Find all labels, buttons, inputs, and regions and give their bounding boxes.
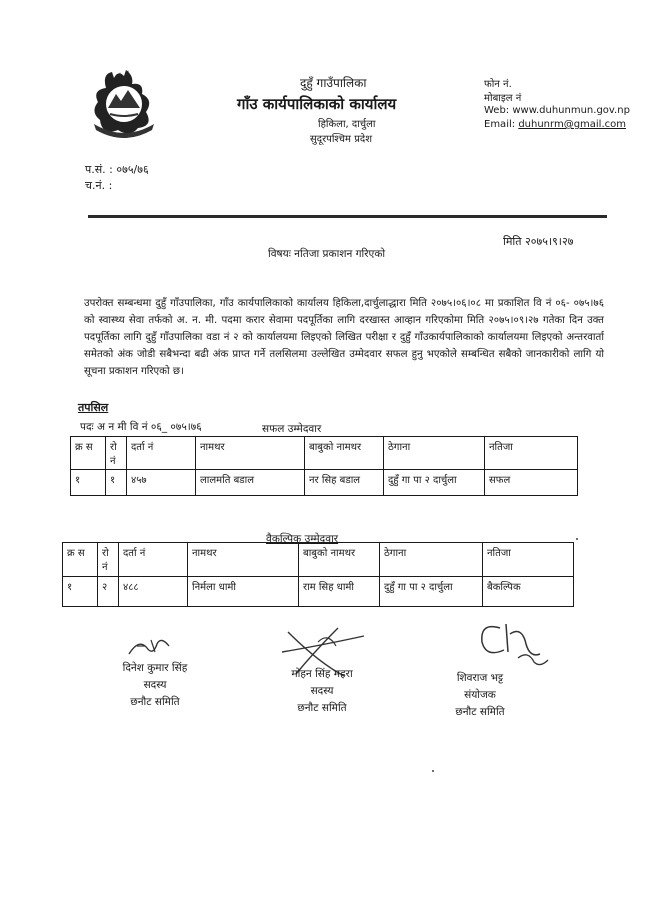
header-cell: दर्ता नं xyxy=(119,543,188,577)
table-row xyxy=(71,470,578,496)
scan-speck xyxy=(576,538,578,540)
table-cell: दुहुँ गा पा २ दार्चुला xyxy=(380,577,483,607)
office-name: गाँउ कार्यपालिकाको कार्यालय xyxy=(237,95,397,113)
table-cell: २ xyxy=(98,577,119,607)
scan-speck xyxy=(432,770,434,772)
header-cell: क्र स xyxy=(63,543,98,577)
tapsil-heading: तपसिल xyxy=(78,401,109,414)
header-cell: नामथर xyxy=(196,437,305,470)
letter-body: उपरोक्त सम्बन्धमा दुहुँ गाँउपालिका, गाँउ कार्यपालिकाको कार्यालय हिकिला,दार्चुलाद्धारा मिति २०७५।०६।०८ मा प्रकाशित वि नं ०६- ०७५।७६ को स्वास्थ्य सेवा तर्फको अ. न. मी. पदमा करार सेवामा पदपूर्तिका लागि दरखास्त आव्हान गरिएकोमा मिति २०७५।०९।२७ गतेका दिन उक्त पदपूर्तिका लागि दुहुँ गाँउपालिका वडा नं २ को कार्यालयमा लिइएको लिखित परीक्षा र दुहुँ गाँउकार्यपालिकाको कार्यालयमा लिइएको अन्तरवार्ता समेतको अंक जोडी सबैभन्दा बढी अंक प्राप्त गर्ने तलसिलमा उल्लेखित उम्मेदवार सफल हुनु भएकोले सम्बन्धित सबैको जानकारीको लागि यो सूचना प्रकाशन गरिएको छ। xyxy=(84,298,604,377)
header-cell: ठेगाना xyxy=(384,437,485,470)
header-cell: बाबुको नामथर xyxy=(305,437,384,470)
table-cell: १ xyxy=(106,470,127,496)
header-divider xyxy=(88,215,607,218)
table-header-row xyxy=(71,437,578,470)
nepal-emblem-logo xyxy=(88,66,160,140)
table-cell: ४८८ xyxy=(119,577,188,607)
post-details: पदः अ न मी वि नं ०६_ ०७५।७६ xyxy=(80,421,202,433)
signatory-1 xyxy=(105,660,205,711)
header-cell: रो नं xyxy=(106,437,127,470)
signature-3 xyxy=(470,614,554,670)
table-cell: १ xyxy=(63,577,98,607)
signatory-2 xyxy=(272,666,372,717)
letter-subject: विषयः नतिजा प्रकाशन गरिएको xyxy=(268,248,386,260)
patra-sankhya: प.सं. : ०७५/७६ xyxy=(85,163,149,176)
header-cell: रो नं xyxy=(98,543,119,577)
header-cell: नतिजा xyxy=(483,543,574,577)
table-row xyxy=(63,577,574,607)
letter-date: मिति २०७५।९।२७ xyxy=(503,235,574,248)
table-cell: ४५७ xyxy=(127,470,196,496)
success-candidate-title: सफल उम्मेदवार xyxy=(262,423,322,435)
phone-label: फोन नं. xyxy=(484,79,512,90)
signatory-role: सदस्य xyxy=(143,679,167,691)
header-cell: दर्ता नं xyxy=(127,437,196,470)
table-cell: १ xyxy=(71,470,106,496)
table-cell: बैकल्पिक xyxy=(483,577,574,607)
email-link[interactable]: duhunrm@gmail.com xyxy=(518,119,626,130)
signatory-role: संयोजक xyxy=(464,689,496,701)
alternate-result-table xyxy=(62,542,574,607)
table-cell: निर्मला धामी xyxy=(188,577,299,607)
alternate-candidate-title: वैकल्पिक उम्मेदवार xyxy=(266,533,339,545)
signatory-committee: छनौट समिति xyxy=(130,696,180,708)
signatory-committee: छनौट समिति xyxy=(297,702,347,714)
email-label: Email: xyxy=(484,119,516,130)
province-name: सुदूरपश्चिम प्रदेश xyxy=(310,134,372,145)
table-cell: दुहुँ गा पा २ दार्चुला xyxy=(384,470,485,496)
table-cell: लालमति बडाल xyxy=(196,470,305,496)
chalani-number: च.नं. : xyxy=(85,179,113,192)
signatory-committee: छनौट समिति xyxy=(455,706,505,718)
municipality-name: दुहुँ गाउँपालिका xyxy=(300,76,367,90)
header-cell: क्र स xyxy=(71,437,106,470)
success-result-table xyxy=(70,436,578,496)
website-text: Web: www.duhunmun.gov.np xyxy=(484,105,630,116)
header-cell: बाबुको नामथर xyxy=(299,543,380,577)
mobile-label: मोबाइल नं xyxy=(484,93,522,104)
signatory-3 xyxy=(430,670,530,721)
table-cell: राम सिह धामी xyxy=(299,577,380,607)
table-cell: सफल xyxy=(485,470,578,496)
table-cell: नर सिह बडाल xyxy=(305,470,384,496)
table-header-row xyxy=(63,543,574,577)
signatory-name: दिनेश कुमार सिंह xyxy=(122,662,188,674)
email-line xyxy=(484,119,626,130)
office-location: हिकिला, दार्चुला xyxy=(318,119,376,130)
signatory-role: सदस्य xyxy=(310,685,334,697)
signatory-name: मोहन सिंह महरा xyxy=(291,668,353,680)
header-cell: नतिजा xyxy=(485,437,578,470)
signature-1 xyxy=(125,632,175,660)
header-cell: ठेगाना xyxy=(380,543,483,577)
header-cell: नामथर xyxy=(188,543,299,577)
signatory-name: शिवराज भट्ट xyxy=(456,672,504,684)
